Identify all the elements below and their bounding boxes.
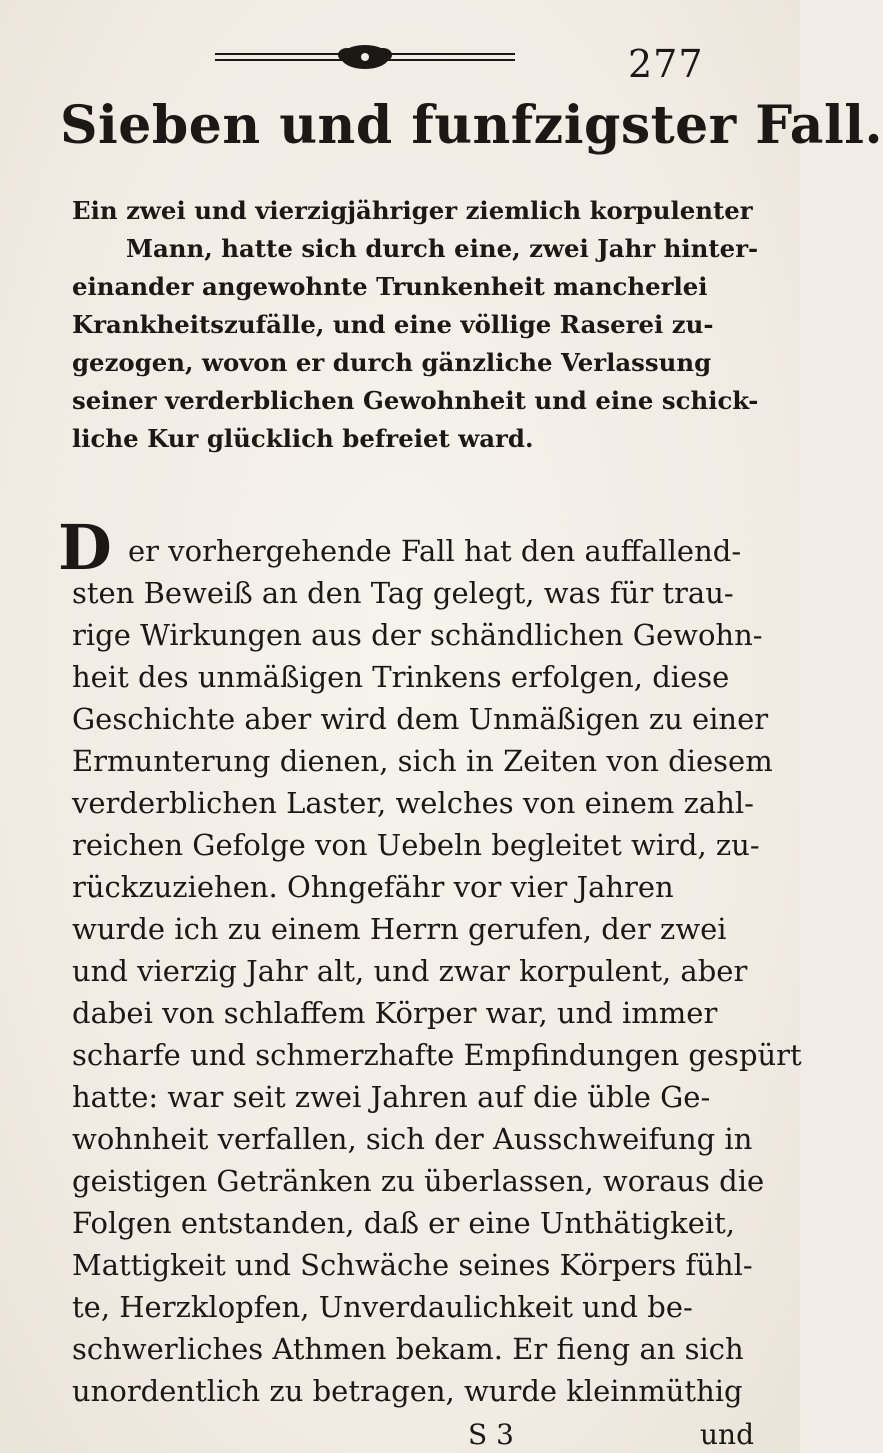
- summary-line: einander angewohnte Trunkenheit mancherlei: [72, 272, 708, 301]
- body-line: rige Wirkungen aus der schändlichen Gewohn-: [72, 618, 763, 652]
- summary-line: Ein zwei und vierzigjähriger ziemlich korpulenter: [72, 196, 753, 225]
- body-line: Ermunterung dienen, sich in Zeiten von diesem: [72, 744, 773, 778]
- page-number: 277: [628, 42, 704, 86]
- body-line: Folgen entstanden, daß er eine Unthätigkeit,: [72, 1206, 736, 1240]
- drop-cap: D: [58, 511, 112, 584]
- body-line: er vorhergehende Fall hat den auffallend-: [128, 534, 742, 568]
- body-line: geistigen Getränken zu überlassen, woraus die: [72, 1164, 765, 1198]
- body-line: Geschichte aber wird dem Unmäßigen zu einer: [72, 702, 769, 736]
- body-line: rückzuziehen. Ohngefähr vor vier Jahren: [72, 870, 674, 904]
- body-line: sten Beweiß an den Tag gelegt, was für trau-: [72, 576, 734, 610]
- body-paragraph: [72, 530, 802, 1412]
- chapter-summary: [72, 192, 759, 458]
- body-line: dabei von schlaffem Körper war, und immer: [72, 996, 718, 1030]
- header-ornament-icon: [215, 42, 515, 72]
- summary-line: Krankheitszufälle, und eine völlige Raserei zu-: [72, 310, 714, 339]
- body-line: wurde ich zu einem Herrn gerufen, der zwei: [72, 912, 727, 946]
- body-line: schwerliches Athmen bekam. Er fieng an sich: [72, 1332, 744, 1366]
- body-line: und vierzig Jahr alt, und zwar korpulent, aber: [72, 954, 748, 988]
- body-line: heit des unmäßigen Trinkens erfolgen, diese: [72, 660, 730, 694]
- body-line: te, Herzklopfen, Unverdaulichkeit und be-: [72, 1290, 693, 1324]
- summary-line: gezogen, wovon er durch gänzliche Verlassung: [72, 348, 712, 377]
- body-line: wohnheit verfallen, sich der Ausschweifung in: [72, 1122, 753, 1156]
- body-line: hatte: war seit zwei Jahren auf die üble Ge-: [72, 1080, 711, 1114]
- catchword: und: [700, 1418, 754, 1451]
- signature-mark: S 3: [468, 1418, 514, 1451]
- body-line: Mattigkeit und Schwäche seines Körpers fühl-: [72, 1248, 753, 1282]
- summary-line: Mann, hatte sich durch eine, zwei Jahr hinter-: [126, 234, 759, 263]
- body-line: scharfe und schmerzhafte Empfindungen gespürt: [72, 1038, 802, 1072]
- summary-line: seiner verderblichen Gewohnheit und eine schick-: [72, 386, 759, 415]
- body-line: reichen Gefolge von Uebeln begleitet wird, zu-: [72, 828, 760, 862]
- body-line: verderblichen Laster, welches von einem zahl-: [72, 786, 754, 820]
- body-line: unordentlich zu betragen, wurde kleinmüthig: [72, 1374, 743, 1408]
- summary-line: liche Kur glücklich befreiet ward.: [72, 424, 534, 453]
- chapter-title: Sieben und funfzigster Fall.: [60, 95, 883, 156]
